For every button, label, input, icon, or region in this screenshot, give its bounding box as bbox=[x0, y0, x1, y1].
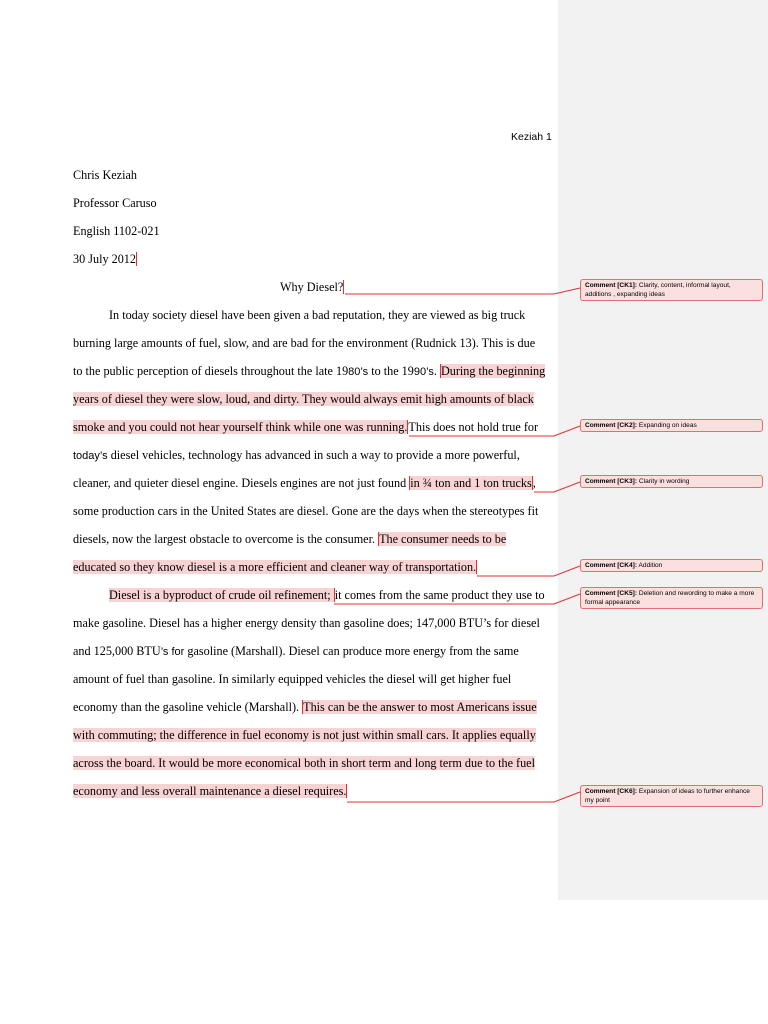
essay-title[interactable] bbox=[280, 280, 344, 295]
text-run: diesels, now the largest obstacle to overcome is the consumer. bbox=[73, 532, 379, 546]
comment-ck2[interactable] bbox=[580, 419, 763, 432]
comment-text: Deletion and rewording to make a more formal appearance bbox=[585, 590, 755, 606]
body-line-11 bbox=[109, 588, 545, 603]
text-run: , bbox=[532, 476, 536, 490]
comment-ck4[interactable] bbox=[580, 559, 763, 572]
text-run: today’s bbox=[73, 450, 108, 462]
comment-label: Comment [CK5]: bbox=[585, 590, 638, 597]
text-run: This does not hold true for bbox=[408, 420, 539, 434]
comment-margin-pane bbox=[558, 0, 768, 900]
body-line-7 bbox=[73, 476, 536, 491]
highlighted-text[interactable]: economy and less overall maintenance a diesel requires. bbox=[73, 784, 347, 798]
body-line-12: make gasoline. Diesel has a higher energy density than gasoline does; 147,000 BTU’s for diesel bbox=[73, 616, 540, 630]
comment-text: Addition bbox=[638, 562, 663, 569]
course-name: English 1102-021 bbox=[73, 224, 160, 238]
body-line-3 bbox=[73, 364, 545, 380]
highlighted-text[interactable]: with commuting; the difference in fuel economy is not just within small cars. It applies equally bbox=[73, 728, 536, 742]
comment-text: Expanding on ideas bbox=[638, 422, 697, 429]
body-line-14: amount of fuel than gasoline. In similarly equipped vehicles the diesel will get higher fuel bbox=[73, 672, 512, 686]
highlighted-text[interactable]: in ¾ ton and 1 ton trucks bbox=[410, 476, 532, 490]
body-line-5 bbox=[73, 420, 538, 435]
edit-marker bbox=[343, 280, 344, 294]
text-run: it comes from the same product they use to bbox=[334, 588, 545, 602]
author-name: Chris Keziah bbox=[73, 168, 137, 182]
title-text: Why Diesel? bbox=[280, 280, 344, 294]
comment-ck3[interactable] bbox=[580, 475, 763, 488]
edit-marker bbox=[346, 784, 347, 798]
connector-ck6 bbox=[347, 792, 580, 802]
connector-ck1 bbox=[345, 288, 580, 294]
highlighted-text[interactable]: across the board. It would be more economical both in short term and long term due to the fuel bbox=[73, 756, 535, 770]
highlighted-text[interactable]: smoke and you could not hear yourself think while one was running. bbox=[73, 420, 408, 434]
highlighted-text[interactable]: This can be the answer to most Americans issue bbox=[303, 700, 537, 714]
comment-label: Comment [CK4]: bbox=[585, 562, 638, 569]
body-line-9 bbox=[73, 532, 506, 547]
comment-text: Clarity in wording bbox=[638, 478, 690, 485]
text-run: diesel vehicles, technology has advanced in such a way to provide a more powerful, bbox=[107, 448, 520, 462]
highlighted-text[interactable]: educated so they know diesel is a more efficient and cleaner way of transportation. bbox=[73, 560, 477, 574]
text-run: ’s for bbox=[160, 646, 185, 658]
comment-ck6[interactable] bbox=[580, 785, 763, 807]
highlighted-text[interactable]: Diesel is a byproduct of crude oil refinement; bbox=[109, 588, 334, 602]
running-head: Keziah 1 bbox=[511, 131, 552, 143]
text-run: economy than the gasoline vehicle (Marshall). bbox=[73, 700, 303, 714]
body-line-13 bbox=[73, 644, 519, 660]
comment-label: Comment [CK2]: bbox=[585, 422, 638, 429]
body-line-2: burning large amounts of fuel, slow, and are bad for the environment (Rudnick 13). This is due bbox=[73, 336, 536, 350]
date-line bbox=[73, 252, 137, 267]
body-line-6 bbox=[73, 448, 520, 464]
body-line-1: In today society diesel have been given a bad reputation, they are viewed as big truck bbox=[109, 308, 526, 322]
body-line-18 bbox=[73, 784, 347, 799]
highlighted-text[interactable]: The consumer needs to be bbox=[379, 532, 507, 546]
text-run: 90’s bbox=[413, 366, 434, 378]
comment-ck1[interactable] bbox=[580, 279, 763, 301]
comment-text: Expansion of ideas to further enhance my point bbox=[585, 788, 750, 804]
body-line-8: some production cars in the United States are diesel. Gone are the days when the stereotypes fit bbox=[73, 504, 539, 518]
text-run: to the 19 bbox=[368, 364, 414, 378]
comment-label: Comment [CK1]: bbox=[585, 282, 638, 289]
comment-label: Comment [CK6]: bbox=[585, 788, 638, 795]
body-line-15 bbox=[73, 700, 537, 715]
body-line-16 bbox=[73, 728, 536, 743]
comment-label: Comment [CK3]: bbox=[585, 478, 638, 485]
body-line-17 bbox=[73, 756, 535, 771]
edit-marker bbox=[476, 560, 477, 574]
comment-text: Clarity, content, informal layout, additions , expanding ideas bbox=[585, 282, 731, 298]
highlighted-text[interactable]: years of diesel they were slow, loud, and dirty. They would always emit high amounts of black bbox=[73, 392, 534, 406]
body-line-4 bbox=[73, 392, 534, 407]
comment-ck5[interactable] bbox=[580, 587, 763, 609]
date-text: 30 July 2012 bbox=[73, 252, 136, 266]
text-run: 80’s bbox=[348, 366, 369, 378]
edit-marker bbox=[136, 252, 137, 266]
professor-name: Professor Caruso bbox=[73, 196, 157, 210]
text-run: gasoline (Marshall). Diesel can produce more energy from the same bbox=[184, 644, 519, 658]
highlighted-text[interactable]: During the beginning bbox=[440, 364, 546, 378]
text-run: to the public perception of diesels throughout the late 19 bbox=[73, 364, 349, 378]
text-run: . bbox=[433, 364, 440, 378]
body-line-10 bbox=[73, 560, 477, 575]
text-run: and 125,000 BTU bbox=[73, 644, 161, 658]
text-run: cleaner, and quieter diesel engine. Diesels engines are not just found bbox=[73, 476, 410, 490]
